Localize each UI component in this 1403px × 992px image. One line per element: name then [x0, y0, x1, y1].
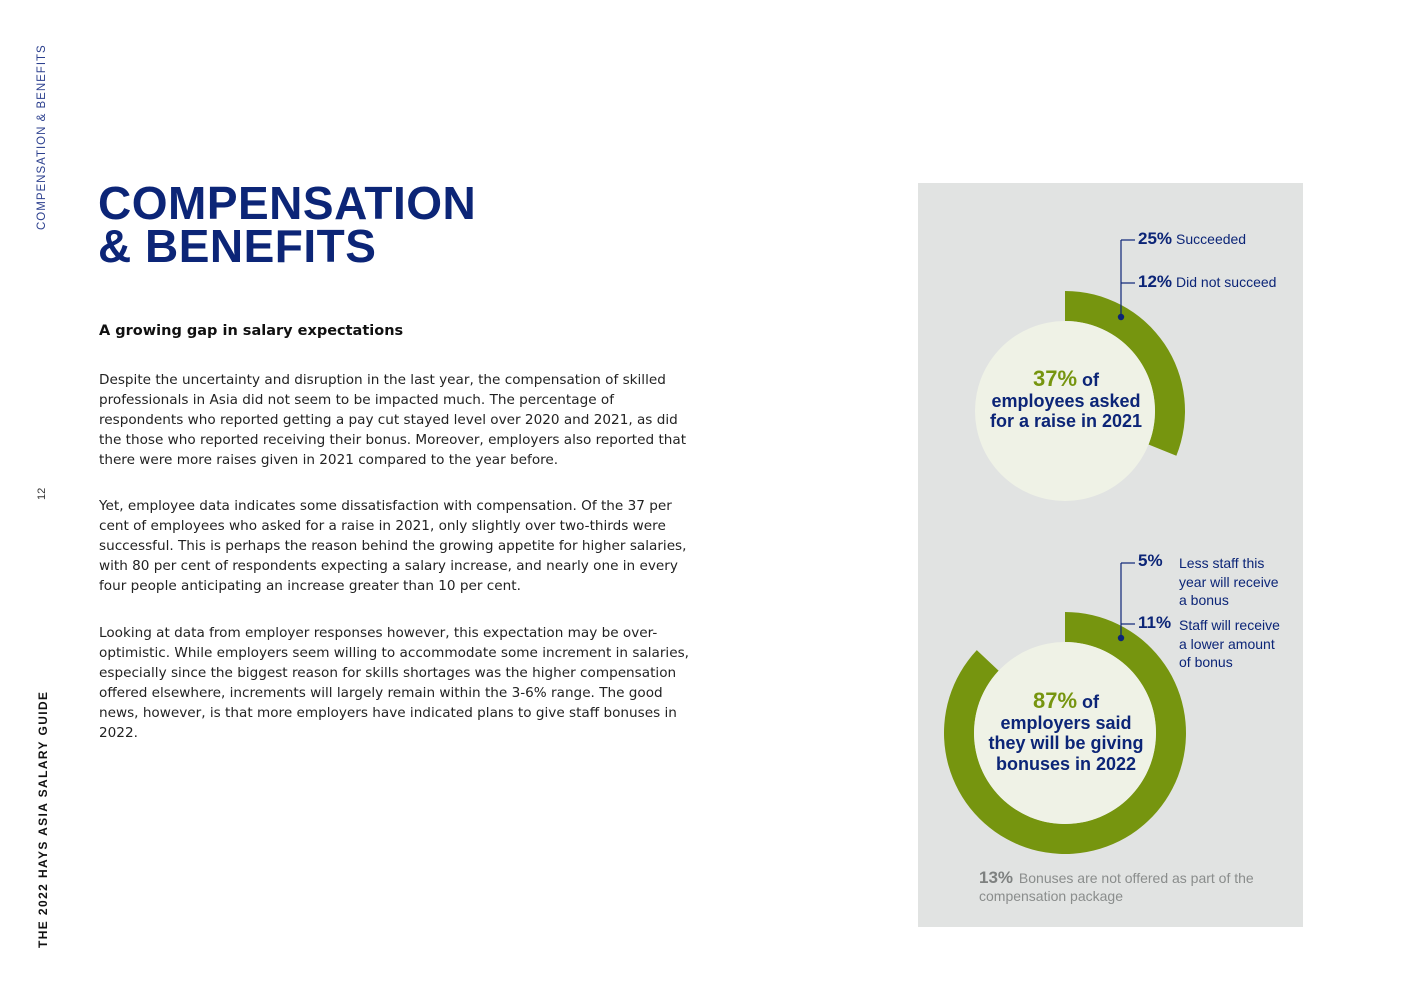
page-title-line-1: COMPENSATION — [98, 177, 477, 229]
chart1-leader-dot — [1118, 314, 1124, 320]
chart2-center-percent: 87% — [1032, 688, 1078, 713]
chart2-lower-bonus-label-line-3: of bonus — [1179, 654, 1233, 670]
chart2-not-offered-label: Bonuses are not offered as part of the compensation package — [979, 870, 1254, 904]
chart1-succeeded-label: Succeeded — [1176, 231, 1247, 247]
chart2-center-line-1: employers said — [1000, 712, 1132, 733]
chart2-center-label — [966, 688, 1166, 774]
chart2-center-of: of — [1082, 692, 1100, 712]
page-title-line-2: & BENEFITS — [98, 220, 377, 272]
chart2-lower-bonus-value: 11% — [1138, 613, 1172, 632]
chart1-center-label — [966, 366, 1166, 432]
chart2-leader-dot — [1118, 635, 1124, 641]
chart1-annotation-succeeded — [1138, 229, 1246, 249]
chart2-lower-bonus-label-line-1: Staff will receive — [1179, 617, 1280, 633]
chart2-fewer-staff-label-line-3: a bonus — [1179, 592, 1229, 608]
body-paragraph-1: Despite the uncertainty and disruption in the last year, the compensation of skilled professionals in Asia did not seem to be impacted much. The percentage of respondents who reported getting a pay cut stayed level over 2020 and 2021, as did the those who reported receiving their bonus. Moreover, employers also reported that there were more raises given in 2021 compared to the year before. — [99, 372, 687, 468]
subheading: A growing gap in salary expectations — [99, 323, 404, 339]
chart1-did-not-succeed-value: 12% — [1138, 272, 1173, 291]
chart2-annotation-fewer-staff-label — [1179, 554, 1303, 610]
guide-title-text: THE 2022 HAYS ASIA SALARY GUIDE — [36, 690, 50, 948]
chart2-center-line-2: they will be giving — [988, 733, 1144, 753]
body-paragraph-2: Yet, employee data indicates some dissatisfaction with compensation. Of the 37 per cent of employees who asked for a raise in 2021, only slightly over two-thirds were successful. This is perhaps the reason behind the growing appetite for higher salaries, with 80 per cent of respondents expecting a salary increase, and nearly one in every four people anticipating an increase greater than 10 per cent. — [99, 498, 687, 594]
section-label-text: COMPENSATION & BENEFITS — [36, 44, 48, 230]
body-paragraph-3: Looking at data from employer responses however, this expectation may be over-optimistic. While employers seem willing to accommodate some increment in salaries, especially since the biggest reason for skills shortages was the higher compensation offered elsewhere, increments will largely remain within the 3-6% range. The good news, however, is that more employers have indicated plans to give staff bonuses in 2022. — [99, 625, 689, 741]
chart1-center-of: of — [1082, 370, 1100, 390]
chart1-succeeded-value: 25% — [1138, 229, 1173, 248]
chart1-annotation-did-not-succeed — [1138, 272, 1276, 292]
chart2-annotation-lower-bonus-value — [1138, 613, 1175, 633]
chart2-annotation-fewer-staff-value — [1138, 551, 1167, 571]
chart2-annotation-lower-bonus-label — [1179, 616, 1303, 672]
chart1-did-not-succeed-label: Did not succeed — [1176, 274, 1277, 290]
chart2-fewer-staff-label-line-2: year will receive — [1179, 573, 1279, 590]
chart1-center-percent: 37% — [1032, 366, 1078, 391]
chart2-fewer-staff-value: 5% — [1138, 551, 1163, 570]
chart2-center-line-3: bonuses in 2022 — [995, 753, 1137, 774]
chart1-center-line-2: for a raise in 2021 — [989, 411, 1143, 431]
chart2-footnote — [979, 869, 1269, 905]
page-number-text: 12 — [36, 487, 48, 500]
chart2-lower-bonus-label-line-2: a lower amount — [1179, 635, 1275, 652]
chart2-not-offered-value: 13% — [979, 868, 1014, 887]
chart1-center-line-1: employees asked — [991, 390, 1141, 411]
chart2-fewer-staff-label-line-1: Less staff this — [1179, 555, 1265, 571]
